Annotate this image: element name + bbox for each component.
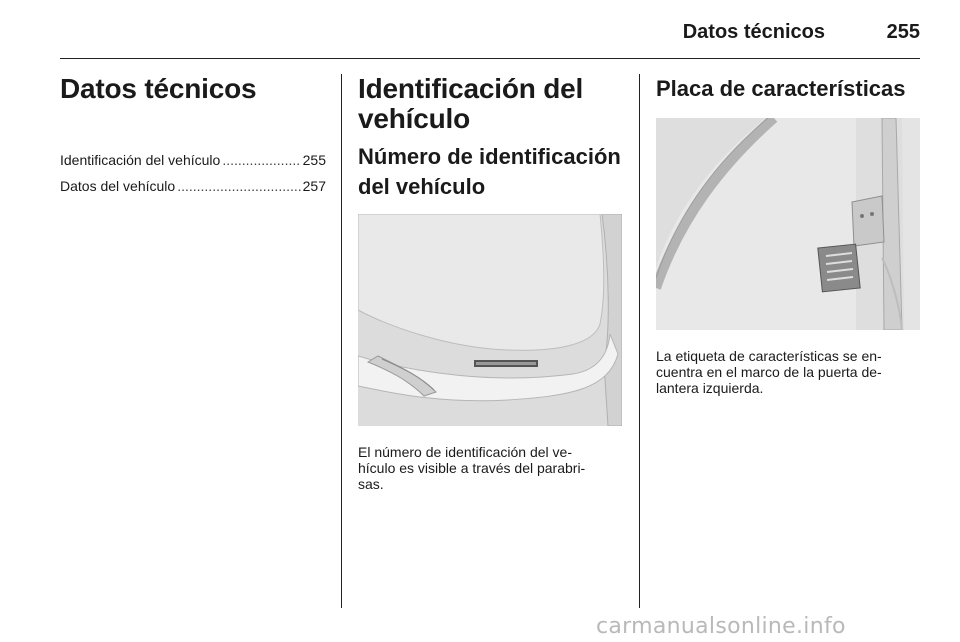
column-divider	[639, 74, 640, 608]
subsection-title-line: Número de identificación	[358, 144, 621, 169]
toc-leader-dots	[222, 150, 300, 170]
toc-entry[interactable]	[60, 150, 326, 170]
page-header	[60, 18, 920, 58]
caption-line: La etiqueta de características se en-	[656, 348, 882, 364]
toc-entry[interactable]	[60, 176, 326, 196]
section-title-line: vehículo	[358, 103, 470, 134]
section-title: Placa de características	[656, 76, 906, 101]
windshield-vin-illustration	[358, 214, 622, 426]
header-rule	[60, 58, 920, 59]
caption-line: hículo es visible a través del parabri-	[358, 460, 586, 476]
toc-entry-page: 255	[302, 152, 326, 168]
table-of-contents	[60, 150, 326, 196]
chapter-column	[60, 74, 326, 202]
watermark: carmanualsonline.info	[596, 614, 846, 639]
caption-line: El número de identificación del ve-	[358, 444, 573, 460]
header-section-title: Datos técnicos	[682, 21, 825, 43]
toc-leader-dots	[177, 176, 300, 196]
caption-line: sas.	[358, 476, 384, 492]
toc-entry-page: 257	[302, 178, 326, 194]
caption-line: cuentra en el marco de la puerta de-	[656, 364, 882, 380]
column-divider	[341, 74, 342, 608]
figure-caption	[358, 444, 622, 492]
subsection-title-line: del vehículo	[358, 174, 486, 199]
identification-plate-column	[656, 74, 920, 396]
chapter-title: Datos técnicos	[60, 73, 257, 104]
section-title	[358, 74, 622, 134]
caption-line: lantera izquierda.	[656, 380, 764, 396]
subsection-title	[358, 142, 622, 202]
toc-entry-label: Identificación del vehículo	[60, 152, 221, 168]
page-number: 255	[886, 21, 920, 43]
toc-entry-label: Datos del vehículo	[60, 178, 176, 194]
vehicle-identification-column	[358, 74, 622, 492]
door-frame-label-illustration	[656, 118, 920, 330]
figure-caption	[656, 348, 920, 396]
section-title-line: Identificación del	[358, 73, 584, 104]
